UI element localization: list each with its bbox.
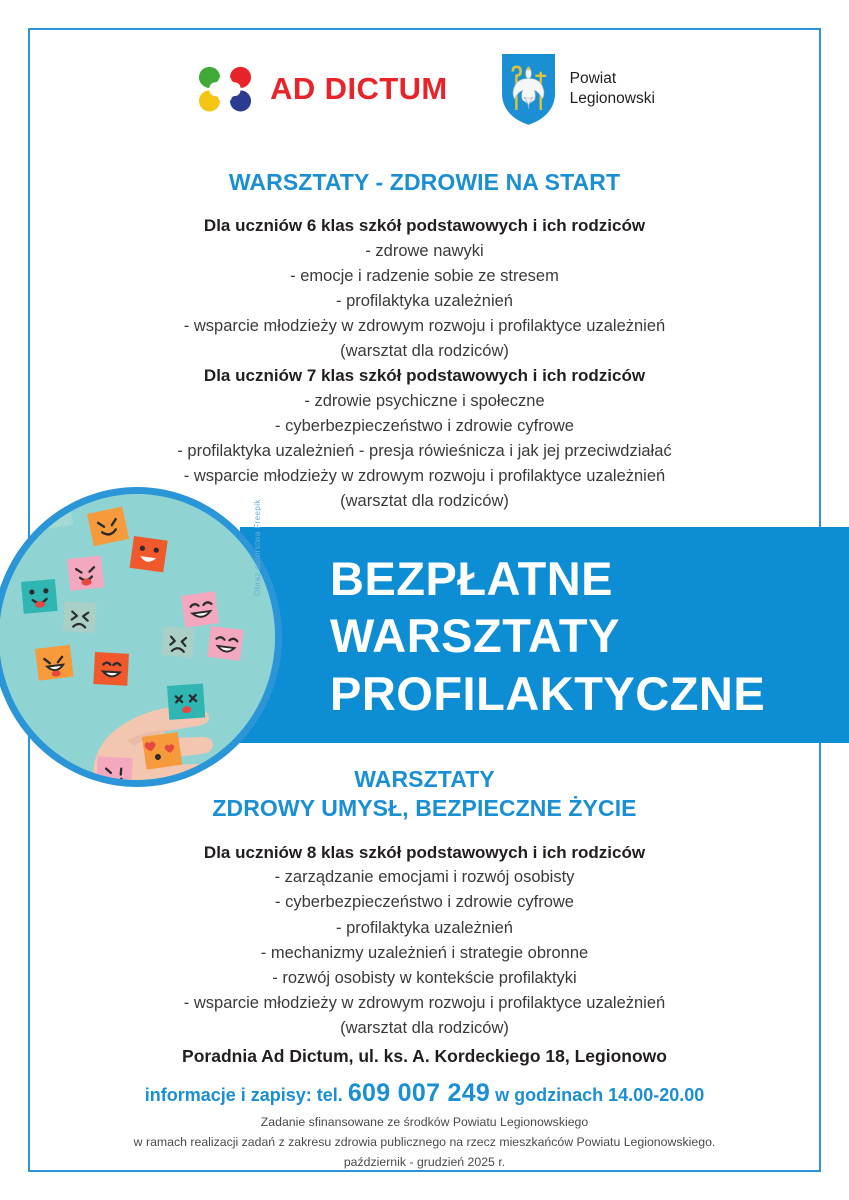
grade7-item: - cyberbezpieczeństwo i zdrowie cyfrowe [275, 416, 574, 435]
funding-line-2: w ramach realizacji zadań z zakresu zdrowia publicznego na rzecz mieszkańców Powiatu Legionowskiego. [133, 1134, 716, 1149]
banner-text [330, 550, 765, 722]
grade7-subheading: Dla uczniów 7 klas szkół podstawowych i ich rodziców [203, 366, 646, 385]
opening-hours-label: w godzinach 14.00-20.00 [495, 1085, 705, 1106]
grade7-item: - wsparcie młodzieży w zdrowym rozwoju i profilaktyce uzależnień [183, 466, 666, 485]
grade6-item: - profilaktyka uzależnień [335, 292, 513, 311]
emoji-sticky-notes-photo [0, 487, 282, 787]
free-workshops-banner [240, 527, 849, 743]
grade8-item: - cyberbezpieczeństwo i zdrowie cyfrowe [275, 893, 574, 912]
section-grade-8 [28, 765, 821, 1041]
county-line-2: Legionowski [569, 90, 655, 107]
grade8-heading-line-2: ZDROWY UMYSŁ, BEZPIECZNE ŻYCIE [212, 795, 637, 822]
grade6-item: - emocje i radzenie sobie ze stresem [290, 267, 559, 286]
county-line-1: Powiat [569, 69, 617, 87]
county-label [570, 69, 655, 110]
photo-ring [0, 487, 282, 787]
grade8-item: - rozwój osobisty w kontekście profilaktyki [272, 968, 577, 987]
section-grade-7 [28, 363, 821, 514]
funding-line-1: Zadanie sfinansowane ze środków Powiatu Legionowskiego [260, 1115, 589, 1129]
grade8-heading-line-1: WARSZTATY [354, 766, 495, 792]
ad-dictum-logo [194, 60, 448, 118]
contact-block [28, 1043, 821, 1111]
header-logos [0, 52, 849, 126]
grade6-item: - wsparcie młodzieży w zdrowym rozwoju i profilaktyce uzależnień [183, 317, 666, 336]
section-grade-6 [28, 168, 821, 364]
grade6-subheading: Dla uczniów 6 klas szkół podstawowych i ich rodziców [203, 216, 646, 236]
brand-name: AD DICTUM [270, 71, 448, 106]
photo-credit: Obraz autorstwa Freepik [253, 499, 262, 596]
phone-number[interactable]: 609 007 249 [347, 1079, 491, 1108]
grade8-item: - zarządzanie emocjami i rozwój osobisty [274, 868, 575, 887]
powiat-legionowski-logo [500, 52, 655, 126]
grade7-item: - zdrowie psychiczne i społeczne [304, 391, 545, 410]
photo-inner [0, 494, 275, 780]
legionowo-county-coat-of-arms-icon [500, 52, 557, 126]
grade7-item: - profilaktyka uzależnień - presja rówieśnicza i jak jej przeciwdziałać [177, 441, 672, 460]
grade8-item: - wsparcie młodzieży w zdrowym rozwoju i profilaktyce uzależnień [183, 993, 666, 1012]
banner-line-2: WARSZTATY [330, 609, 620, 663]
grade6-item: - zdrowe nawyki [365, 241, 484, 260]
four-people-pinwheel-logo-icon [194, 60, 256, 118]
info-prefix-label: informacje i zapisy: tel. [144, 1085, 343, 1106]
grade8-item: - profilaktyka uzależnień [335, 918, 513, 937]
contact-phone-line [28, 1076, 821, 1111]
grade7-item: (warsztat dla rodziców) [340, 491, 509, 510]
hand-holding-emoji-notes-illustration [0, 494, 275, 780]
grade8-item: - mechanizmy uzależnień i strategie obronne [260, 943, 589, 962]
grade8-item: (warsztat dla rodziców) [340, 1018, 509, 1037]
grade6-heading: WARSZTATY - ZDROWIE NA START [228, 169, 621, 195]
grade6-item: (warsztat dla rodziców) [340, 342, 509, 361]
banner-line-3: PROFILAKTYCZNE [330, 666, 766, 720]
grade8-subheading: Dla uczniów 8 klas szkół podstawowych i ich rodziców [203, 842, 646, 862]
clinic-address: Poradnia Ad Dictum, ul. ks. A. Kordeckiego 18, Legionowo [182, 1046, 667, 1066]
funding-note [28, 1113, 821, 1173]
banner-line-1: BEZPŁATNE [330, 552, 614, 605]
funding-line-3: październik - grudzień 2025 r. [343, 1154, 506, 1169]
